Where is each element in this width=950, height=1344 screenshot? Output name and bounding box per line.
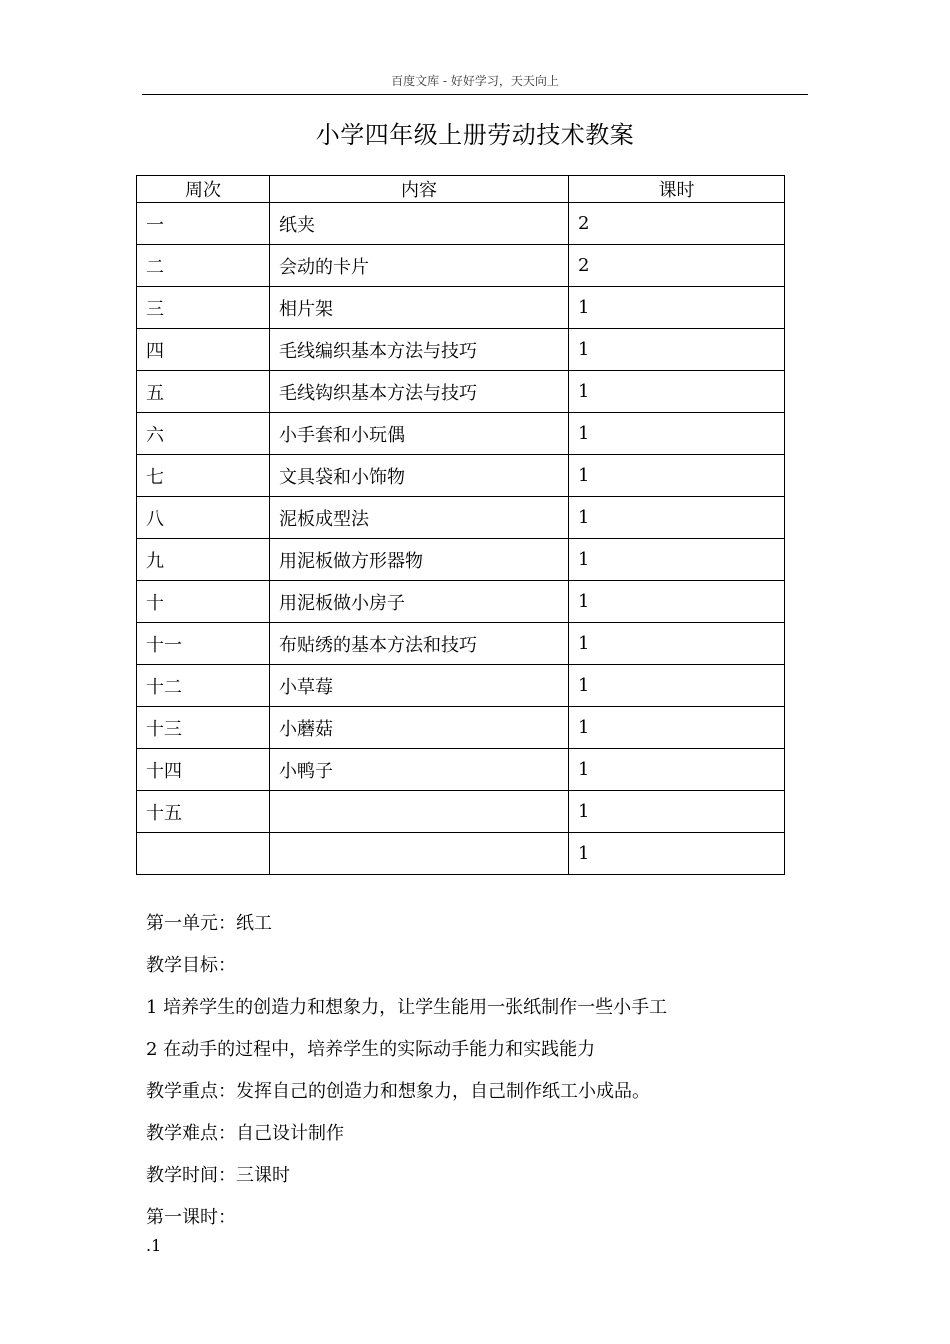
week-cell: 三 <box>137 287 270 329</box>
week-cell: 九 <box>137 539 270 581</box>
hours-cell: 2 <box>569 245 785 287</box>
table-row <box>137 329 785 371</box>
column-header-content: 内容 <box>270 176 569 203</box>
table-row <box>137 623 785 665</box>
week-cell <box>137 833 270 875</box>
week-cell: 十三 <box>137 707 270 749</box>
hours-cell: 1 <box>569 833 785 875</box>
table-row <box>137 245 785 287</box>
hours-cell: 1 <box>569 329 785 371</box>
table-row <box>137 707 785 749</box>
hours-cell: 1 <box>569 581 785 623</box>
teaching-time: 教学时间：三课时 <box>146 1165 290 1186</box>
document-title: 小学四年级上册劳动技术教案 <box>315 121 635 149</box>
week-cell: 十五 <box>137 791 270 833</box>
content-cell: 纸夹 <box>270 203 569 245</box>
week-cell: 五 <box>137 371 270 413</box>
teaching-focus: 教学重点：发挥自己的创造力和想象力，自己制作纸工小成品。 <box>146 1081 650 1102</box>
hours-cell: 1 <box>569 707 785 749</box>
unit-heading: 第一单元：纸工 <box>146 913 272 934</box>
week-cell: 七 <box>137 455 270 497</box>
content-cell: 小鸭子 <box>270 749 569 791</box>
week-cell: 八 <box>137 497 270 539</box>
week-cell: 十二 <box>137 665 270 707</box>
header-divider <box>142 94 808 95</box>
content-cell: 小蘑菇 <box>270 707 569 749</box>
content-cell: 用泥板做小房子 <box>270 581 569 623</box>
table-row <box>137 539 785 581</box>
content-cell: 毛线钩织基本方法与技巧 <box>270 371 569 413</box>
content-cell: 泥板成型法 <box>270 497 569 539</box>
content-cell: 用泥板做方形器物 <box>270 539 569 581</box>
hours-cell: 1 <box>569 623 785 665</box>
table-row <box>137 791 785 833</box>
page-number: .1 <box>146 1236 162 1255</box>
lesson-plan-body <box>146 903 786 1239</box>
week-cell: 六 <box>137 413 270 455</box>
content-cell: 会动的卡片 <box>270 245 569 287</box>
teaching-difficulty: 教学难点：自己设计制作 <box>146 1123 344 1144</box>
table-row <box>137 455 785 497</box>
hours-cell: 1 <box>569 455 785 497</box>
content-cell <box>270 791 569 833</box>
content-cell: 布贴绣的基本方法和技巧 <box>270 623 569 665</box>
hours-cell: 1 <box>569 665 785 707</box>
week-cell: 十四 <box>137 749 270 791</box>
hours-cell: 1 <box>569 413 785 455</box>
content-cell: 小手套和小玩偶 <box>270 413 569 455</box>
week-cell: 四 <box>137 329 270 371</box>
page-header: 百度文库 - 好好学习，天天向上 <box>391 74 559 88</box>
hours-cell: 2 <box>569 203 785 245</box>
table-row <box>137 581 785 623</box>
table-row <box>137 497 785 539</box>
hours-cell: 1 <box>569 791 785 833</box>
table-row <box>137 371 785 413</box>
column-header-hours: 课时 <box>569 176 785 203</box>
table-row <box>137 203 785 245</box>
table-row <box>137 665 785 707</box>
first-lesson-heading: 第一课时： <box>146 1207 236 1228</box>
content-cell: 毛线编织基本方法与技巧 <box>270 329 569 371</box>
table-row <box>137 413 785 455</box>
objective-item-1: 1 培养学生的创造力和想象力，让学生能用一张纸制作一些小手工 <box>146 997 668 1018</box>
content-cell: 相片架 <box>270 287 569 329</box>
table-row <box>137 287 785 329</box>
week-cell: 一 <box>137 203 270 245</box>
hours-cell: 1 <box>569 287 785 329</box>
hours-cell: 1 <box>569 539 785 581</box>
hours-cell: 1 <box>569 371 785 413</box>
content-cell: 小草莓 <box>270 665 569 707</box>
week-cell: 十一 <box>137 623 270 665</box>
column-header-week: 周次 <box>137 176 270 203</box>
hours-cell: 1 <box>569 749 785 791</box>
content-cell <box>270 833 569 875</box>
week-cell: 十 <box>137 581 270 623</box>
objective-item-2: 2 在动手的过程中，培养学生的实际动手能力和实践能力 <box>146 1039 596 1060</box>
hours-cell: 1 <box>569 497 785 539</box>
table-row <box>137 833 785 875</box>
content-cell: 文具袋和小饰物 <box>270 455 569 497</box>
objectives-label: 教学目标： <box>146 955 236 976</box>
week-cell: 二 <box>137 245 270 287</box>
schedule-table <box>136 175 785 875</box>
table-row <box>137 749 785 791</box>
table-header-row <box>137 176 785 203</box>
